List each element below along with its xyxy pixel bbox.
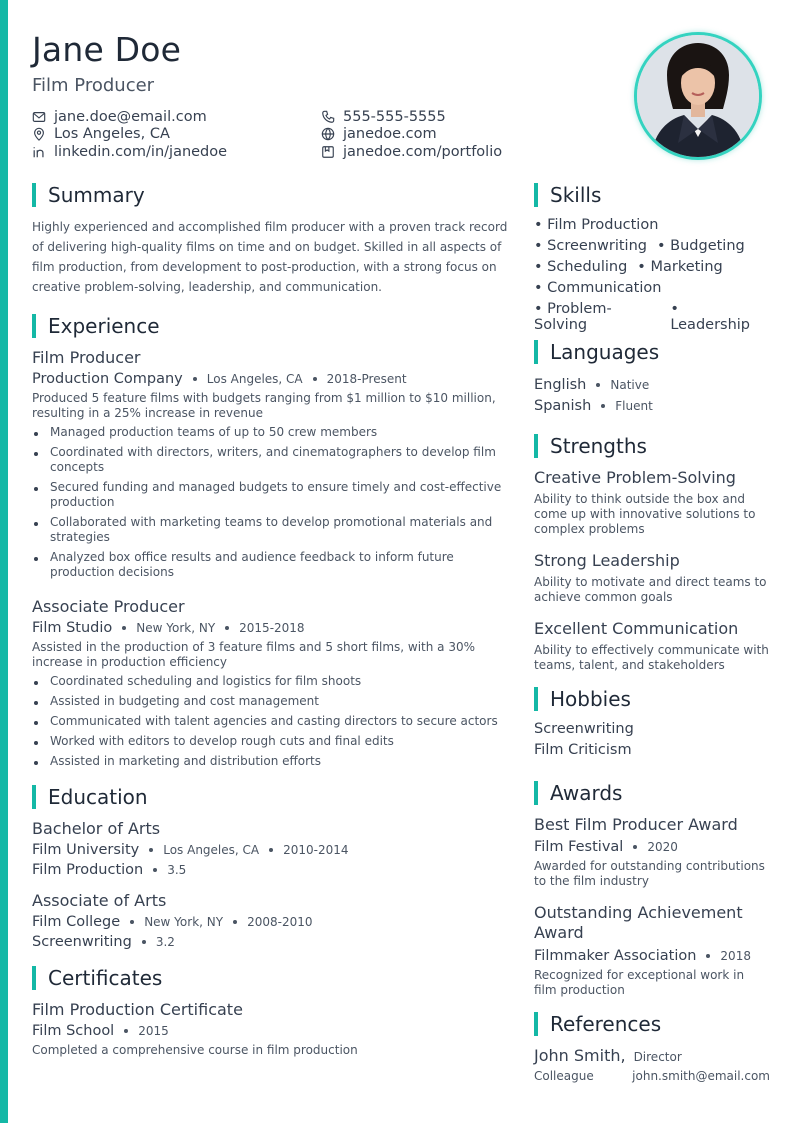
skills-list	[534, 217, 770, 333]
candidate-title: Film Producer	[32, 75, 155, 96]
experience-section	[32, 314, 514, 769]
award-issuer: Filmmaker Association	[534, 948, 697, 964]
separator-dot	[633, 845, 637, 849]
job-meta	[32, 371, 514, 387]
education-heading-text: Education	[48, 785, 148, 809]
award-meta	[534, 839, 770, 855]
mail-icon	[32, 110, 46, 124]
job-dates: 2018-Present	[326, 372, 407, 386]
bullet-text: Worked with editors to develop rough cuts and final edits	[50, 734, 394, 748]
contact-email-text: jane.doe@email.com	[54, 108, 207, 125]
linkedin-icon	[32, 145, 46, 159]
skills-row	[534, 259, 770, 280]
list-item	[32, 714, 514, 729]
certificates-section	[32, 966, 514, 1058]
education-section	[32, 785, 514, 950]
separator-dot	[153, 868, 157, 872]
education-heading	[32, 785, 514, 809]
certificate-name: Film Production Certificate	[32, 1000, 243, 1019]
job-entry	[32, 597, 514, 769]
profile-photo	[634, 32, 762, 160]
bullet-text: Analyzed box office results and audience feedback to inform future production decisions	[50, 550, 454, 579]
award-year: 2020	[647, 840, 678, 854]
skills-section	[534, 183, 770, 333]
gpa: 3.5	[167, 863, 187, 877]
awards-section	[534, 781, 770, 998]
bullet-text: Coordinated with directors, writers, and cinematographers to develop film concepts	[50, 445, 496, 474]
summary-heading-text: Summary	[48, 183, 145, 207]
resume-header	[32, 30, 772, 170]
skills-heading-text: Skills	[550, 183, 602, 207]
strengths-section	[534, 434, 770, 673]
references-heading	[534, 1012, 770, 1036]
school-location: New York, NY	[144, 915, 224, 929]
contact-linkedin[interactable]	[32, 143, 321, 161]
certificate-issuer: Film School	[32, 1023, 115, 1039]
bullet-dot	[34, 701, 38, 705]
map-pin-icon	[32, 127, 46, 141]
summary-heading	[32, 183, 514, 207]
job-bullets	[32, 674, 514, 769]
section-accent	[32, 183, 36, 207]
award-issuer: Film Festival	[534, 839, 624, 855]
bullet-dot	[34, 432, 38, 436]
experience-heading-text: Experience	[48, 314, 160, 338]
job-location: Los Angeles, CA	[206, 372, 303, 386]
list-item	[32, 550, 514, 580]
bullet-text: Managed production teams of up to 50 crew members	[50, 425, 378, 439]
language-name: English	[534, 376, 587, 393]
list-item	[32, 425, 514, 440]
awards-heading-text: Awards	[550, 781, 623, 805]
list-item	[32, 515, 514, 545]
reference-name: John Smith,	[534, 1046, 626, 1065]
accent-bar	[0, 0, 8, 1123]
contact-location-text: Los Angeles, CA	[54, 126, 170, 143]
separator-dot	[601, 404, 605, 408]
section-accent	[534, 183, 538, 207]
bullet-text: Assisted in marketing and distribution efforts	[50, 754, 322, 768]
profile-photo-image	[637, 35, 759, 157]
list-item	[32, 480, 514, 510]
skills-row	[534, 301, 770, 333]
school-name: Film University	[32, 842, 140, 858]
contact-portfolio-text: janedoe.com/portfolio	[343, 143, 503, 160]
contact-phone[interactable]	[321, 108, 541, 126]
certificate-meta	[32, 1023, 514, 1039]
certificates-heading	[32, 966, 514, 990]
education-field	[32, 862, 514, 878]
job-company: Production Company	[32, 371, 183, 387]
job-company: Film Studio	[32, 620, 113, 636]
skills-heading	[534, 183, 770, 207]
references-heading-text: References	[550, 1012, 662, 1036]
job-summary: Assisted in the production of 3 feature films and 5 short films, with a 30% increase in production efficiency	[32, 640, 476, 669]
globe-icon	[321, 127, 335, 141]
skills-row	[534, 217, 770, 238]
list-item	[32, 754, 514, 769]
contact-info	[32, 108, 552, 161]
job-title: Associate Producer	[32, 597, 185, 616]
job-dates: 2015-2018	[239, 621, 305, 635]
field-of-study: Screenwriting	[32, 934, 132, 950]
awards-heading	[534, 781, 770, 805]
candidate-name: Jane Doe	[32, 30, 182, 69]
award-title: Outstanding Achievement Award	[534, 903, 743, 942]
contact-website-text: janedoe.com	[343, 126, 437, 143]
education-entry	[32, 891, 514, 950]
certificates-heading-text: Certificates	[48, 966, 163, 990]
job-location: New York, NY	[136, 621, 216, 635]
skill-item: • Marketing	[637, 259, 723, 275]
degree-title: Bachelor of Arts	[32, 819, 161, 838]
skill-item: • Budgeting	[656, 238, 745, 254]
school-location: Los Angeles, CA	[163, 843, 260, 857]
hobby-item: Film Criticism	[534, 742, 632, 758]
skill-item: • Film Production	[534, 217, 659, 233]
certificate-year: 2015	[138, 1024, 169, 1038]
separator-dot	[130, 920, 134, 924]
award-description: Recognized for exceptional work in film production	[534, 968, 745, 997]
strength-description: Ability to think outside the box and come up with innovative solutions to complex problems	[534, 492, 756, 536]
contact-phone-text: 555-555-5555	[343, 108, 446, 125]
section-accent	[534, 781, 538, 805]
certificate-description: Completed a comprehensive course in film production	[32, 1043, 358, 1057]
bullet-dot	[34, 557, 38, 561]
language-level: Native	[610, 377, 650, 392]
section-accent	[534, 434, 538, 458]
education-field	[32, 934, 514, 950]
award-title: Best Film Producer Award	[534, 815, 738, 834]
bullet-dot	[34, 487, 38, 491]
list-item	[32, 734, 514, 749]
section-accent	[534, 1012, 538, 1036]
hobby-item: Screenwriting	[534, 721, 634, 737]
references-section	[534, 1012, 770, 1083]
gpa: 3.2	[155, 935, 175, 949]
strengths-heading	[534, 434, 770, 458]
contact-email[interactable]	[32, 108, 321, 126]
phone-icon	[321, 110, 335, 124]
job-bullets	[32, 425, 514, 580]
education-dates: 2010-2014	[283, 843, 349, 857]
strengths-heading-text: Strengths	[550, 434, 647, 458]
skill-item: • Communication	[534, 280, 662, 296]
bullet-dot	[34, 522, 38, 526]
section-accent	[32, 966, 36, 990]
separator-dot	[149, 848, 153, 852]
section-accent	[32, 314, 36, 338]
strength-description: Ability to effectively communicate with teams, talent, and stakeholders	[534, 643, 769, 672]
skill-item: • Screenwriting	[534, 238, 647, 254]
education-entry	[32, 819, 514, 878]
languages-heading	[534, 340, 770, 364]
hobbies-heading-text: Hobbies	[550, 687, 631, 711]
hobbies-section	[534, 687, 770, 763]
left-column	[32, 183, 514, 1062]
language-item	[534, 374, 770, 395]
list-item	[32, 694, 514, 709]
separator-dot	[225, 626, 229, 630]
job-entry	[32, 348, 514, 580]
degree-title: Associate of Arts	[32, 891, 167, 910]
skills-row	[534, 280, 770, 301]
job-title: Film Producer	[32, 348, 141, 367]
reference-position: Director	[633, 1050, 682, 1064]
bullet-text: Communicated with talent agencies and casting directors to secure actors	[50, 714, 498, 728]
separator-dot	[596, 383, 600, 387]
experience-heading	[32, 314, 514, 338]
field-of-study: Film Production	[32, 862, 144, 878]
school-name: Film College	[32, 914, 121, 930]
reference-entry	[534, 1046, 770, 1065]
award-description: Awarded for outstanding contributions to the film industry	[534, 859, 765, 888]
separator-dot	[124, 1029, 128, 1033]
separator-dot	[706, 954, 710, 958]
education-dates: 2008-2010	[247, 915, 313, 929]
strength-title: Excellent Communication	[534, 619, 739, 638]
bullet-text: Collaborated with marketing teams to develop promotional materials and strategies	[50, 515, 493, 544]
separator-dot	[142, 940, 146, 944]
portfolio-icon	[321, 145, 335, 159]
award-year: 2018	[720, 949, 751, 963]
job-meta	[32, 620, 514, 636]
job-summary: Produced 5 feature films with budgets ranging from $1 million to $10 million, resulting in a 25% increase in revenue	[32, 391, 496, 420]
bullet-text: Assisted in budgeting and cost management	[50, 694, 319, 708]
language-name: Spanish	[534, 397, 592, 414]
section-accent	[534, 340, 538, 364]
language-level: Fluent	[615, 398, 653, 413]
skill-item: • Scheduling	[534, 259, 628, 275]
separator-dot	[313, 377, 317, 381]
list-item	[32, 674, 514, 689]
bullet-dot	[34, 761, 38, 765]
languages-heading-text: Languages	[550, 340, 660, 364]
bullet-text: Coordinated scheduling and logistics for film shoots	[50, 674, 362, 688]
reference-email[interactable]: john.smith@email.com	[632, 1069, 770, 1083]
separator-dot	[269, 848, 273, 852]
bullet-dot	[34, 721, 38, 725]
contact-linkedin-text: linkedin.com/in/janedoe	[54, 143, 228, 160]
contact-location	[32, 126, 321, 144]
skill-item: • Problem-Solving	[534, 301, 612, 333]
bullet-text: Secured funding and managed budgets to ensure timely and cost-effective production	[50, 480, 502, 509]
summary-section	[32, 183, 514, 297]
reference-relationship: Colleague	[534, 1069, 594, 1083]
contact-portfolio[interactable]	[321, 143, 541, 161]
section-accent	[32, 785, 36, 809]
award-meta	[534, 948, 770, 964]
hobbies-heading	[534, 687, 770, 711]
separator-dot	[233, 920, 237, 924]
strength-title: Strong Leadership	[534, 551, 680, 570]
bullet-dot	[34, 741, 38, 745]
skills-row	[534, 238, 770, 259]
strength-description: Ability to motivate and direct teams to achieve common goals	[534, 575, 767, 604]
skill-item: • Leadership	[670, 301, 751, 333]
section-accent	[534, 687, 538, 711]
education-meta	[32, 914, 514, 930]
contact-website[interactable]	[321, 126, 541, 144]
summary-text: Highly experienced and accomplished film producer with a proven track record of delivering high-quality films on time and on budget. Skilled in all aspects of film production, from development to post-production, with a strong focus on creative problem-solving, leadership, and communication.	[32, 220, 508, 294]
bullet-dot	[34, 681, 38, 685]
bullet-dot	[34, 452, 38, 456]
language-item	[534, 395, 770, 416]
separator-dot	[193, 377, 197, 381]
languages-section	[534, 340, 770, 416]
separator-dot	[122, 626, 126, 630]
right-column	[534, 183, 770, 1083]
list-item	[32, 445, 514, 475]
education-meta	[32, 842, 514, 858]
strength-title: Creative Problem-Solving	[534, 468, 736, 487]
reference-details	[534, 1069, 770, 1083]
